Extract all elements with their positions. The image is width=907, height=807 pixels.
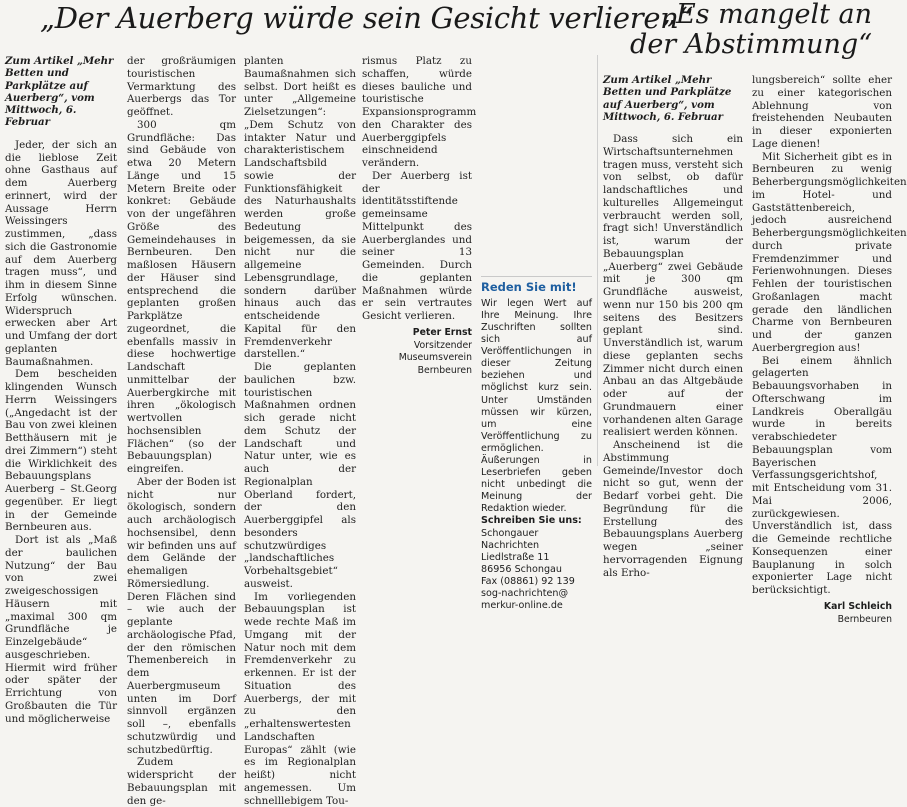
address-line: 86956 Schongau — [481, 564, 592, 576]
right-headline — [630, 0, 872, 60]
address-line: Fax (08861) 92 139 — [481, 576, 592, 588]
right-paragraph: lungsbereich“ sollte eher zu einer kategorischen Ablehnung von freistehenden Neubauten in dieser exponierten Lage dienen! — [752, 74, 892, 151]
address-line: Liedlstraße 11 — [481, 552, 592, 564]
right-paragraph: Dass sich ein Wirtschaftsunternehmen tragen muss, versteht sich von selbst, ob dafür landschaftliches und kulturelles Allgemeingut verbraucht werden soll, fragt sich! Unverständlich ist, warum der Bebauungsplan „Auerberg“ zwei Gebäude mit je 300 qm Grundfläche ausweist, wenn nur 150 bis 200 qm seitens des Besitzers geplant sind. Unverständlich ist, warum diese geplanten sechs Zimmer nicht durch einen Anbau an das Altgebäude oder auf der Grundmauern einer vorhandenen alten Garage realisiert werden können. — [603, 133, 743, 439]
left-paragraph: planten Baumaßnahmen sich selbst. Dort heißt es unter „Allgemeine Zielsetzungen“: „Dem Schutz von intakter Natur und charakteristischem Landschaftsbild sowie der Funktionsfähigkeit des Naturhaushalts werden große Bedeutung beigemessen, da sie nicht nur die allgemeine Lebensgrundlage, sondern darüber hinaus auch das entscheidende Kapital für den Fremdenverkehr darstellen.“ — [244, 55, 356, 361]
article-divider — [597, 55, 598, 466]
reader-box-rule — [481, 276, 592, 277]
left-paragraph: rismus Platz zu schaffen, würde dieses bauliche und touristische Expansionsprogramm den Charakter des Auerberggipfels einschneidend verändern. — [362, 55, 472, 170]
left-intro: Zum Artikel „Mehr Betten und Parkplätze auf Auerberg“, vom Mittwoch, 6. Februar — [5, 55, 117, 129]
right-column-1 — [603, 74, 743, 468]
left-paragraph: Dem bescheiden klingenden Wunsch Herrn Weissingers („Angedacht ist der Bau von zwei kleinen Betthäusern mit je drei Zimmern“) steht die Wirklichkeit des Bebauungsplans Auerberg – St.Georg gegenüber. Er liegt in der Gemeinde Bernbeuren aus. — [5, 368, 117, 534]
left-paragraph: Jeder, der sich an die lieblose Zeit ohne Gasthaus auf dem Auerberg erinnert, wird der Aussage Herrn Weissingers zustimmen, „dass sich die Gastronomie auf dem Auerberg tragen muss“, und ihm in diesem Sinne Erfolg wünschen. Widerspruch erwecken aber Art und Umfang der dort geplanten Baumaßnahmen. — [5, 139, 117, 369]
left-paragraph: Die geplanten baulichen bzw. touristischen Maßnahmen ordnen sich gerade nicht dem Schutz der Landschaft und Natur unter, wie es auch der Regionalplan Oberland fordert, der den Auerberggipfel als besonders schutzwürdiges „landschaftliches Vorbehaltsgebiet“ ausweist. — [244, 361, 356, 591]
left-paragraph: Zudem widerspricht der Bebauungsplan mit den ge- — [127, 756, 236, 807]
address-line[interactable]: sog-nachrichten@ — [481, 588, 592, 600]
left-signature-role: Vorsitzender Museumsverein — [362, 340, 472, 366]
left-column-1 — [5, 55, 117, 468]
address-line[interactable]: merkur-online.de — [481, 600, 592, 612]
left-headline: „Der Auerberg würde sein Gesicht verlieren“ — [40, 0, 693, 36]
address-label: Schreiben Sie uns: — [481, 515, 592, 527]
left-column-4 — [362, 55, 472, 468]
right-paragraph: Mit Sicherheit gibt es in Bernbeuren zu wenig Beherbergungsmöglichkeiten im Hotel- und Gaststättenbereich, jedoch ausreichend Beherbergungsmöglichkeiten durch private Fremdenzimmer und Ferienwohnungen. Dieses Fehlen der touristischen Großanlagen macht gerade den ländlichen Charme von Bernbeuren und der ganzen Auerbergregion aus! — [752, 151, 892, 355]
reader-box-title: Reden Sie mit! — [481, 281, 592, 294]
reader-box-address — [481, 515, 592, 612]
right-signature-place: Bernbeuren — [752, 614, 892, 627]
right-paragraph: Bei einem ähnlich gelagerten Bebauungsvorhaben in Ofterschwang im Landkreis Oberallgäu wurde in bereits verabschiedeter Bebauungsplan vom Bayerischen Verfassungsgerichtshof, mit Entscheidung vom 31. Mai 2006, zurückgewiesen. Unverständlich ist, dass die Gemeinde rechtliche Konsequenzen einer Bauplanung in solch exponierter Lage nicht berücksichtigt. — [752, 355, 892, 597]
address-line: Schongauer Nachrichten — [481, 528, 592, 552]
left-column-2 — [127, 55, 236, 468]
right-headline-line1: „Es mangelt an — [630, 0, 872, 30]
left-signature-place: Bernbeuren — [362, 365, 472, 378]
left-paragraph: Aber der Boden ist nicht nur ökologisch, sondern auch archäologisch hochsensibel, denn wir befinden uns auf dem Gelände der ehemaligen Römersiedlung. Deren Flächen sind – wie auch der geplante archäologische Pfad, der den römischen Themenbereich in dem Auerbergmuseum unten im Dorf sinnvoll ergänzen soll –, ebenfalls schutzwürdig und schutzbedürftig. — [127, 476, 236, 757]
right-paragraph: Anscheinend ist die Abstimmung Gemeinde/Investor doch nicht so gut, wenn der Bedarf vorbei geht. Die Begründung für die Erstellung des Bebauungsplans Auerberg wegen „seiner hervorragenden Eignung als Erho- — [603, 439, 743, 579]
left-signature-name: Peter Ernst — [362, 327, 472, 340]
left-paragraph: Der Auerberg ist der identitätsstiftende gemeinsame Mittelpunkt des Auerberglandes und seiner 13 Gemeinden. Durch die geplanten Maßnahmen würde er sein vertrautes Gesicht verlieren. — [362, 170, 472, 323]
left-paragraph: 300 qm Grundfläche: Das sind Gebäude von etwa 20 Metern Länge und 15 Metern Breite oder konkret: Gebäude von der ungefähren Größe des Gemeindehauses in Bernbeuren. Den maßlosen Häusern der Häuser sind entsprechend die geplanten großen Parkplätze zugeordnet, die ebenfalls massiv in diese hochwertige Landschaft unmittelbar der Auerbergkirche mit ihren „ökologisch wertvollen hochsensiblen Flächen“ (so der Bebauungsplan) eingreifen. — [127, 119, 236, 476]
right-headline-line2: der Abstimmung“ — [630, 30, 872, 60]
left-column-3 — [244, 55, 356, 468]
reader-box — [481, 276, 592, 468]
right-intro: Zum Artikel „Mehr Betten und Parkplätze auf Auerberg“, vom Mittwoch, 6. Februar — [603, 74, 743, 123]
left-paragraph: Dort ist als „Maß der baulichen Nutzung“ der Bau von zwei zweigeschossigen Häusern mit „maximal 300 qm Grundfläche je Einzelgebäude“ ausgeschrieben. Hiermit wird früher oder später der Errichtung von Großbauten die Tür und möglicherweise — [5, 534, 117, 725]
right-signature-name: Karl Schleich — [752, 601, 892, 614]
right-column-2 — [752, 74, 892, 468]
reader-box-text: Wir legen Wert auf Ihre Meinung. Ihre Zuschriften sollten sich auf Veröffentlichungen in dieser Zeitung beziehen und möglichst kurz sein. Unter Umständen müssen wir kürzen, um eine Veröffentlichung zu ermöglichen. Äußerungen in Leserbriefen geben nicht unbedingt die Meinung der Redaktion wieder. — [481, 298, 592, 516]
left-paragraph: Im vorliegenden Bebauungsplan ist wede rechte Maß im Umgang mit der Natur noch mit dem Fremdenverkehr zu erkennen. Er ist der Situation des Auerbergs, der mit zu den „erhaltenswertesten Landschaften Europas“ zählt (wie es im Regionalplan heißt) nicht angemessen. Um schnelllebigem Tou- — [244, 591, 356, 807]
left-paragraph: der großräumigen touristischen Vermarktung des Auerbergs das Tor geöffnet. — [127, 55, 236, 119]
